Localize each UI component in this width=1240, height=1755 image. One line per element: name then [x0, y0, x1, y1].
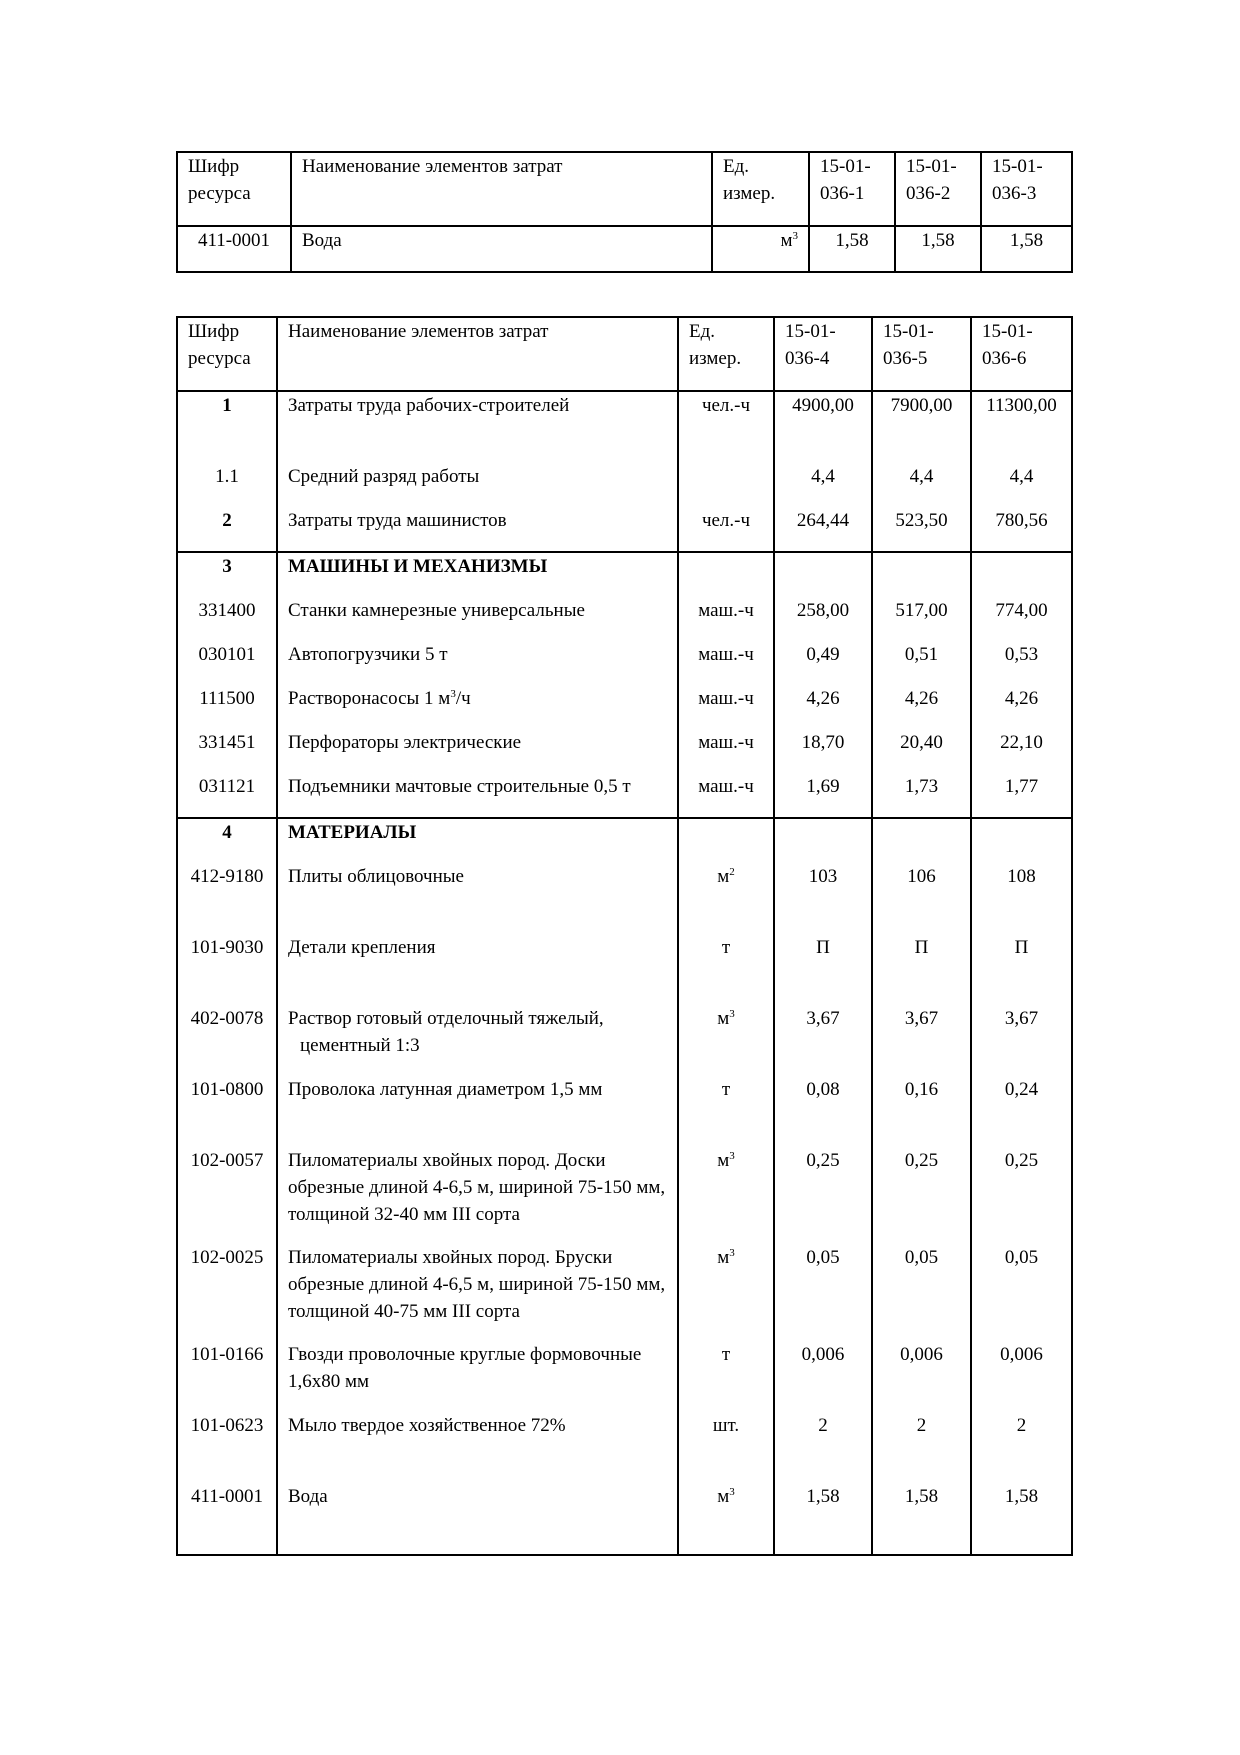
cell-value-1: 4900,00: [774, 391, 872, 463]
cell-name: Вода: [277, 1483, 678, 1555]
cell-value-1: 2: [774, 1412, 872, 1483]
cell-value-2: 4,26: [872, 685, 971, 729]
cell-value-2: 0,05: [872, 1244, 971, 1341]
header-code: Шифр ресурса: [177, 152, 291, 226]
table-row: [177, 863, 1072, 934]
table-row: [177, 1076, 1072, 1147]
section-row-machines: [177, 552, 1072, 597]
cell-value-2: 517,00: [872, 597, 971, 641]
header-unit: Ед. измер.: [678, 317, 774, 391]
cell-unit: [678, 463, 774, 507]
table-row: [177, 1341, 1072, 1412]
cell-unit: чел.-ч: [678, 391, 774, 463]
cell-name: Станки камнерезные универсальные: [277, 597, 678, 641]
cell-value-1: 0,25: [774, 1147, 872, 1244]
cell-value-1: 0,006: [774, 1341, 872, 1412]
cell-value-1: 103: [774, 863, 872, 934]
table-row: [177, 507, 1072, 552]
cell-value-3: [971, 552, 1072, 597]
cell-value-2: 1,58: [872, 1483, 971, 1555]
table-row: [177, 934, 1072, 1005]
cell-name: Затраты труда машинистов: [277, 507, 678, 552]
cell-unit: $м^3$: [712, 226, 809, 272]
cell-value-3: 4,26: [971, 685, 1072, 729]
cell-code: 101-9030: [177, 934, 277, 1005]
cell-code: 101-0166: [177, 1341, 277, 1412]
cell-name: Гвозди проволочные круглые формовочные 1,6х80 мм: [277, 1341, 678, 1412]
cell-value-3: 4,4: [971, 463, 1072, 507]
cell-value-2: 106: [872, 863, 971, 934]
cell-value-3: 108: [971, 863, 1072, 934]
cell-value-3: 2: [971, 1412, 1072, 1483]
cell-unit: [678, 552, 774, 597]
cell-code: 402-0078: [177, 1005, 277, 1076]
cell-value-2: 0,006: [872, 1341, 971, 1412]
cell-code: 331451: [177, 729, 277, 773]
cell-name: Перфораторы электрические: [277, 729, 678, 773]
cell-value-3: 0,05: [971, 1244, 1072, 1341]
cell-unit: маш.-ч: [678, 729, 774, 773]
cell-value-1: 0,08: [774, 1076, 872, 1147]
cell-value-3: 1,58: [981, 226, 1072, 272]
cell-value-2: 0,51: [872, 641, 971, 685]
cell-value-2: 3,67: [872, 1005, 971, 1076]
cell-unit: т: [678, 934, 774, 1005]
header-unit: Ед. измер.: [712, 152, 809, 226]
cell-value-2: 0,16: [872, 1076, 971, 1147]
cell-code: 1: [177, 391, 277, 463]
cell-value-3: 0,24: [971, 1076, 1072, 1147]
header-col-5: 15-01-036-5: [872, 317, 971, 391]
cell-code: 102-0057: [177, 1147, 277, 1244]
cell-value-3: 0,25: [971, 1147, 1072, 1244]
cell-unit: чел.-ч: [678, 507, 774, 552]
cell-value-2: 20,40: [872, 729, 971, 773]
cell-value-1: 18,70: [774, 729, 872, 773]
cell-name: Пиломатериалы хвойных пород. Бруски обрезные длиной 4-6,5 м, шириной 75-150 мм, толщиной 40-75 мм III сорта: [277, 1244, 678, 1341]
cell-code: 2: [177, 507, 277, 552]
cell-value-3: 3,67: [971, 1005, 1072, 1076]
cell-unit: $м^2$: [678, 863, 774, 934]
cell-value-3: 1,58: [971, 1483, 1072, 1555]
table-row: [177, 1483, 1072, 1555]
cell-name: Пиломатериалы хвойных пород. Доски обрезные длиной 4-6,5 м, шириной 75-150 мм, толщиной 32-40 мм III сорта: [277, 1147, 678, 1244]
cell-name: Подъемники мачтовые строительные 0,5 т: [277, 773, 678, 818]
cell-unit: маш.-ч: [678, 773, 774, 818]
cell-code: 1.1: [177, 463, 277, 507]
cell-name: Мыло твердое хозяйственное 72%: [277, 1412, 678, 1483]
table-row: [177, 1147, 1072, 1244]
cell-value-1: 0,05: [774, 1244, 872, 1341]
table-row: [177, 773, 1072, 818]
cell-code: 411-0001: [177, 1483, 277, 1555]
cell-value-1: 4,26: [774, 685, 872, 729]
table-row: [177, 391, 1072, 463]
cell-value-3: 0,53: [971, 641, 1072, 685]
cell-value-2: 4,4: [872, 463, 971, 507]
table-header-row: [177, 152, 1072, 226]
header-col-3: 15-01-036-3: [981, 152, 1072, 226]
cell-value-1: 1,58: [809, 226, 895, 272]
cell-value-3: 1,77: [971, 773, 1072, 818]
cell-code: 331400: [177, 597, 277, 641]
cell-unit: $м^3$: [678, 1244, 774, 1341]
cell-value-2: П: [872, 934, 971, 1005]
table-row: [177, 226, 1072, 272]
cell-unit: маш.-ч: [678, 685, 774, 729]
cell-name: Детали крепления: [277, 934, 678, 1005]
header-name: Наименование элементов затрат: [291, 152, 712, 226]
cell-value-2: [872, 552, 971, 597]
cell-value-1: [774, 552, 872, 597]
cell-code: 031121: [177, 773, 277, 818]
cell-code: 411-0001: [177, 226, 291, 272]
cell-value-1: 264,44: [774, 507, 872, 552]
cell-value-2: 523,50: [872, 507, 971, 552]
cell-name: Средний разряд работы: [277, 463, 678, 507]
table-row: [177, 1244, 1072, 1341]
cell-unit: т: [678, 1341, 774, 1412]
cell-value-3: 774,00: [971, 597, 1072, 641]
header-col-4: 15-01-036-4: [774, 317, 872, 391]
header-col-2: 15-01-036-2: [895, 152, 981, 226]
cell-name: Плиты облицовочные: [277, 863, 678, 934]
cell-value-1: 1,69: [774, 773, 872, 818]
table-row: [177, 685, 1072, 729]
cell-code: 101-0623: [177, 1412, 277, 1483]
table-header-row: [177, 317, 1072, 391]
table-row: [177, 641, 1072, 685]
cell-value-2: 7900,00: [872, 391, 971, 463]
cell-unit: маш.-ч: [678, 597, 774, 641]
table-row: [177, 1005, 1072, 1076]
cell-value-2: 1,58: [895, 226, 981, 272]
cell-code: 102-0025: [177, 1244, 277, 1341]
cell-code: 111500: [177, 685, 277, 729]
cell-name: Вода: [291, 226, 712, 272]
cell-code: 4: [177, 818, 277, 863]
resource-table-1: [176, 151, 1073, 273]
cell-name: Раствор готовый отделочный тяжелый, цементный 1:3: [277, 1005, 678, 1076]
cell-value-2: 1,73: [872, 773, 971, 818]
cell-value-1: П: [774, 934, 872, 1005]
cell-code: 030101: [177, 641, 277, 685]
cell-unit: шт.: [678, 1412, 774, 1483]
cell-name: Проволока латунная диаметром 1,5 мм: [277, 1076, 678, 1147]
cell-value-2: [872, 818, 971, 863]
header-col-1: 15-01-036-1: [809, 152, 895, 226]
cell-value-3: 22,10: [971, 729, 1072, 773]
cell-name: Затраты труда рабочих-строителей: [277, 391, 678, 463]
header-code: Шифр ресурса: [177, 317, 277, 391]
cell-value-3: П: [971, 934, 1072, 1005]
cell-name: МАТЕРИАЛЫ: [277, 818, 678, 863]
cell-value-1: 1,58: [774, 1483, 872, 1555]
cell-value-1: 3,67: [774, 1005, 872, 1076]
table-row: [177, 1412, 1072, 1483]
table-row: [177, 729, 1072, 773]
cell-unit: $м^3$: [678, 1483, 774, 1555]
cell-value-2: 0,25: [872, 1147, 971, 1244]
header-name: Наименование элементов затрат: [277, 317, 678, 391]
cell-unit: $м^3$: [678, 1147, 774, 1244]
cell-code: 412-9180: [177, 863, 277, 934]
header-col-6: 15-01-036-6: [971, 317, 1072, 391]
cell-value-3: 11300,00: [971, 391, 1072, 463]
cell-code: 3: [177, 552, 277, 597]
cell-value-1: 4,4: [774, 463, 872, 507]
cell-value-3: [971, 818, 1072, 863]
resource-table-2: [176, 316, 1073, 1556]
table-row: [177, 463, 1072, 507]
cell-value-1: 0,49: [774, 641, 872, 685]
cell-name: Растворонасосы 1 $м^3/ч$: [277, 685, 678, 729]
cell-name: МАШИНЫ И МЕХАНИЗМЫ: [277, 552, 678, 597]
cell-unit: маш.-ч: [678, 641, 774, 685]
table-row: [177, 597, 1072, 641]
cell-unit: [678, 818, 774, 863]
cell-value-3: 0,006: [971, 1341, 1072, 1412]
cell-code: 101-0800: [177, 1076, 277, 1147]
cell-unit: $м^3$: [678, 1005, 774, 1076]
cell-value-1: 258,00: [774, 597, 872, 641]
cell-value-1: [774, 818, 872, 863]
section-row-materials: [177, 818, 1072, 863]
cell-name: Автопогрузчики 5 т: [277, 641, 678, 685]
cell-unit: т: [678, 1076, 774, 1147]
cell-value-2: 2: [872, 1412, 971, 1483]
cell-value-3: 780,56: [971, 507, 1072, 552]
